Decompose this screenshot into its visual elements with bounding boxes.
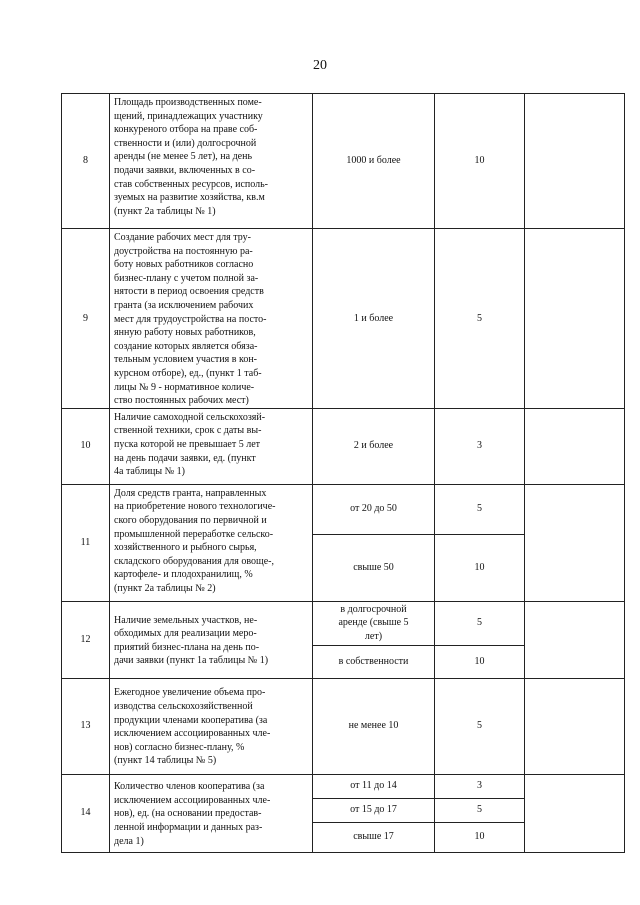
table-row — [62, 229, 625, 409]
row-number: 14 — [62, 774, 110, 852]
empty-cell — [525, 229, 625, 409]
row-number: 10 — [62, 408, 110, 484]
table-row — [62, 408, 625, 484]
row-number: 8 — [62, 94, 110, 229]
table-row — [62, 94, 625, 229]
criterion-value: от 15 до 17 — [313, 798, 435, 822]
empty-cell — [525, 774, 625, 852]
criterion-points: 3 — [435, 774, 525, 798]
criterion-description: Количество членов кооператива (за исключением ассоциированных чле- нов), ед. (на основании предостав- ленной информации и данных раз- дела 1) — [110, 774, 313, 852]
criterion-points: 5 — [435, 601, 525, 645]
criterion-value: 2 и более — [313, 408, 435, 484]
criterion-value: от 20 до 50 — [313, 484, 435, 534]
criterion-value: от 11 до 14 — [313, 774, 435, 798]
page-number: 20 — [313, 58, 327, 73]
criterion-value: в собственности — [313, 645, 435, 678]
criterion-description: Наличие земельных участков, не- обходимых для реализации меро- приятий бизнес-плана на день по- дачи заявки (пункт 1а таблицы № 1) — [110, 601, 313, 678]
row-number: 9 — [62, 229, 110, 409]
criterion-description: Наличие самоходной сельскохозяй- ственной техники, срок с даты вы- пуска которой не превышает 5 лет на день подачи заявки, ед. (пункт 4а таблицы № 1) — [110, 408, 313, 484]
criterion-points: 5 — [435, 229, 525, 409]
criterion-points: 10 — [435, 645, 525, 678]
empty-cell — [525, 601, 625, 678]
table-row — [62, 484, 625, 534]
table-row — [62, 774, 625, 798]
criterion-points: 5 — [435, 484, 525, 534]
row-number: 13 — [62, 678, 110, 774]
criterion-description: Ежегодное увеличение объема про- изводства сельскохозяйственной продукции членами кооператива (за исключением ассоциированных чле- нов) согласно бизнес-плану, % (пункт 14 таблицы № 5) — [110, 678, 313, 774]
criterion-value: 1000 и более — [313, 94, 435, 229]
row-number: 11 — [62, 484, 110, 601]
row-number: 12 — [62, 601, 110, 678]
criterion-description: Площадь производственных поме- щений, принадлежащих участнику конкуреного отбора на праве соб- ственности и (или) долгосрочной аренды (не менее 5 лет), на день подачи заявки, включенных в со- став собственных ресурсов, исполь- зуемых на развитие хозяйства, кв.м (пункт 2а таблицы № 1) — [110, 94, 313, 229]
empty-cell — [525, 408, 625, 484]
criterion-points: 10 — [435, 822, 525, 852]
criterion-description: Создание рабочих мест для тру- доустройства на постоянную ра- боту новых работников согласно бизнес-плану с учетом полной за- нятости в период освоения средств гранта (за исключением рабочих мест для трудоустройства на посто- янную работу новых работников, создание которых является обяза- тельным условием участия в кон- курсном отборе), ед., (пункт 1 таб- лицы № 9 - нормативное количе- ство постоянных рабочих мест) — [110, 229, 313, 409]
criterion-points: 5 — [435, 678, 525, 774]
criterion-points: 10 — [435, 94, 525, 229]
criterion-value: 1 и более — [313, 229, 435, 409]
empty-cell — [525, 678, 625, 774]
criterion-description: Доля средств гранта, направленных на приобретение нового технологиче- ского оборудования по первичной и промышленной переработке сельско- хозяйственного и рыбного сырья, складского оборудования для овоще-, картофеле- и плодохранилищ, % (пункт 2а таблицы № 2) — [110, 484, 313, 601]
table-row — [62, 678, 625, 774]
empty-cell — [525, 94, 625, 229]
table-row — [62, 601, 625, 645]
criterion-points: 3 — [435, 408, 525, 484]
criterion-value: в долгосрочной аренде (свыше 5 лет) — [313, 601, 435, 645]
criterion-points: 10 — [435, 534, 525, 601]
criterion-value: свыше 50 — [313, 534, 435, 601]
criterion-points: 5 — [435, 798, 525, 822]
criterion-value: свыше 17 — [313, 822, 435, 852]
criteria-table — [61, 93, 625, 853]
empty-cell — [525, 484, 625, 601]
criterion-value: не менее 10 — [313, 678, 435, 774]
